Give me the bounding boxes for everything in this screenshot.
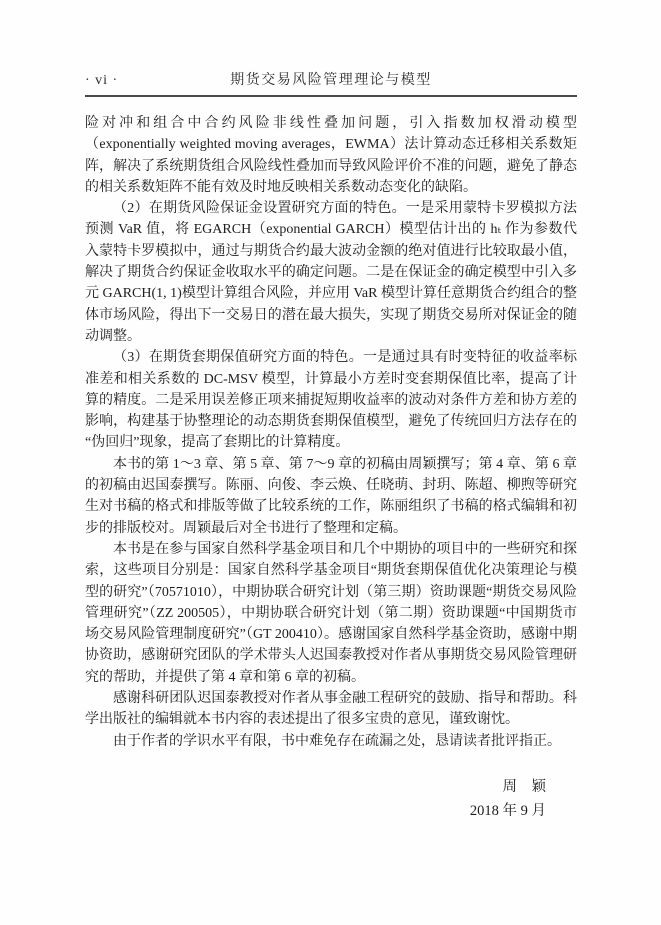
- preface-paragraph: （3）在期货套期保值研究方面的特色。一是通过具有时变特征的收益率标准差和相关系数的 DC-MSV 模型，计算最小方差时变套期保值比率，提高了计算的精度。二是采用误差修正项来捕捉短期收益率的波动对条件方差和协方差的影响，构建基于协整理论的动态期货套期保值模型，避免了传统回归方法存在的“伪回归”现象，提高了套期比的计算精度。: [85, 350, 577, 451]
- header-rule: [85, 95, 577, 97]
- preface-paragraph: 由于作者的学识水平有限，书中难免存在疏漏之处，恳请读者批评指正。: [113, 733, 561, 749]
- signature-block: [85, 776, 577, 822]
- preface-paragraph: 本书的第 1～3 章、第 5 章、第 7～9 章的初稿由周颖撰写；第 4 章、第 6 章的初稿由迟国泰撰写。陈丽、向俊、李云焕、任晓萌、封玥、陈超、柳煦等研究生对书稿的格式和排版等做了比较系统的工作，陈丽组织了书稿的格式编辑和初步的排版校对。周颖最后对全书进行了整理和定稿。: [85, 456, 577, 536]
- running-title: 期货交易风险管理理论与模型: [230, 73, 432, 88]
- preface-paragraph: 感谢科研团队迟国泰教授对作者从事金融工程研究的鼓励、指导和帮助。科学出版社的编辑就本书内容的表述提出了很多宝贵的意见，谨致谢忱。: [85, 691, 577, 728]
- preface-paragraph: 本书是在参与国家自然科学基金项目和几个中期协的项目中的一些研究和探索，这些项目分别是：国家自然科学基金项目“期货套期保值优化决策理论与模型的研究”（70571010），中期协联合研究计划（第三期）资助课题“期货交易风险管理研究”（ZZ 200505），中期协联合研究计划（第二期）资助课题“中国期货市场交易风险管理制度研究”（GT 200410）。感谢国家自然科学基金资助，感谢中期协资助，感谢研究团队的学术带头人迟国泰教授对作者从事期货交易风险管理研究的帮助，并提供了第 4 章和第 6 章的初稿。: [85, 541, 577, 685]
- page-header: [85, 72, 577, 90]
- signature-date: 2018 年 9 月: [469, 802, 546, 819]
- preface-paragraph: （2）在期货风险保证金设置研究方面的特色。一是采用蒙特卡罗模拟方法预测 VaR 值，将 EGARCH（exponential GARCH）模型估计出的 hₜ 作为参数代入蒙特卡罗模拟中，通过与期货合约最大波动金额的绝对值进行比较取最小值，解决了期货合约保证金收取水平的确定问题。二是在保证金的确定模型中引入多元 GARCH(1, 1)模型计算组合风险，并应用 VaR 模型计算任意期货合约组合的整体市场风险，得出下一交易日的潜在最大损失，实现了期货交易所对保证金的随动调整。: [85, 201, 577, 344]
- preface-body: [85, 113, 577, 752]
- preface-paragraph: 险对冲和组合中合约风险非线性叠加问题，引入指数加权滑动模型（exponentially weighted moving averages，EWMA）法计算动态迁移相关系数矩阵，解决了系统期货组合风险线性叠加而导致风险评价不准的问题，避免了静态的相关系数矩阵不能有效及时地反映相关系数动态变化的缺陷。: [85, 116, 577, 195]
- page-number: · vi ·: [85, 73, 119, 88]
- author-name: 周 颖: [502, 778, 546, 795]
